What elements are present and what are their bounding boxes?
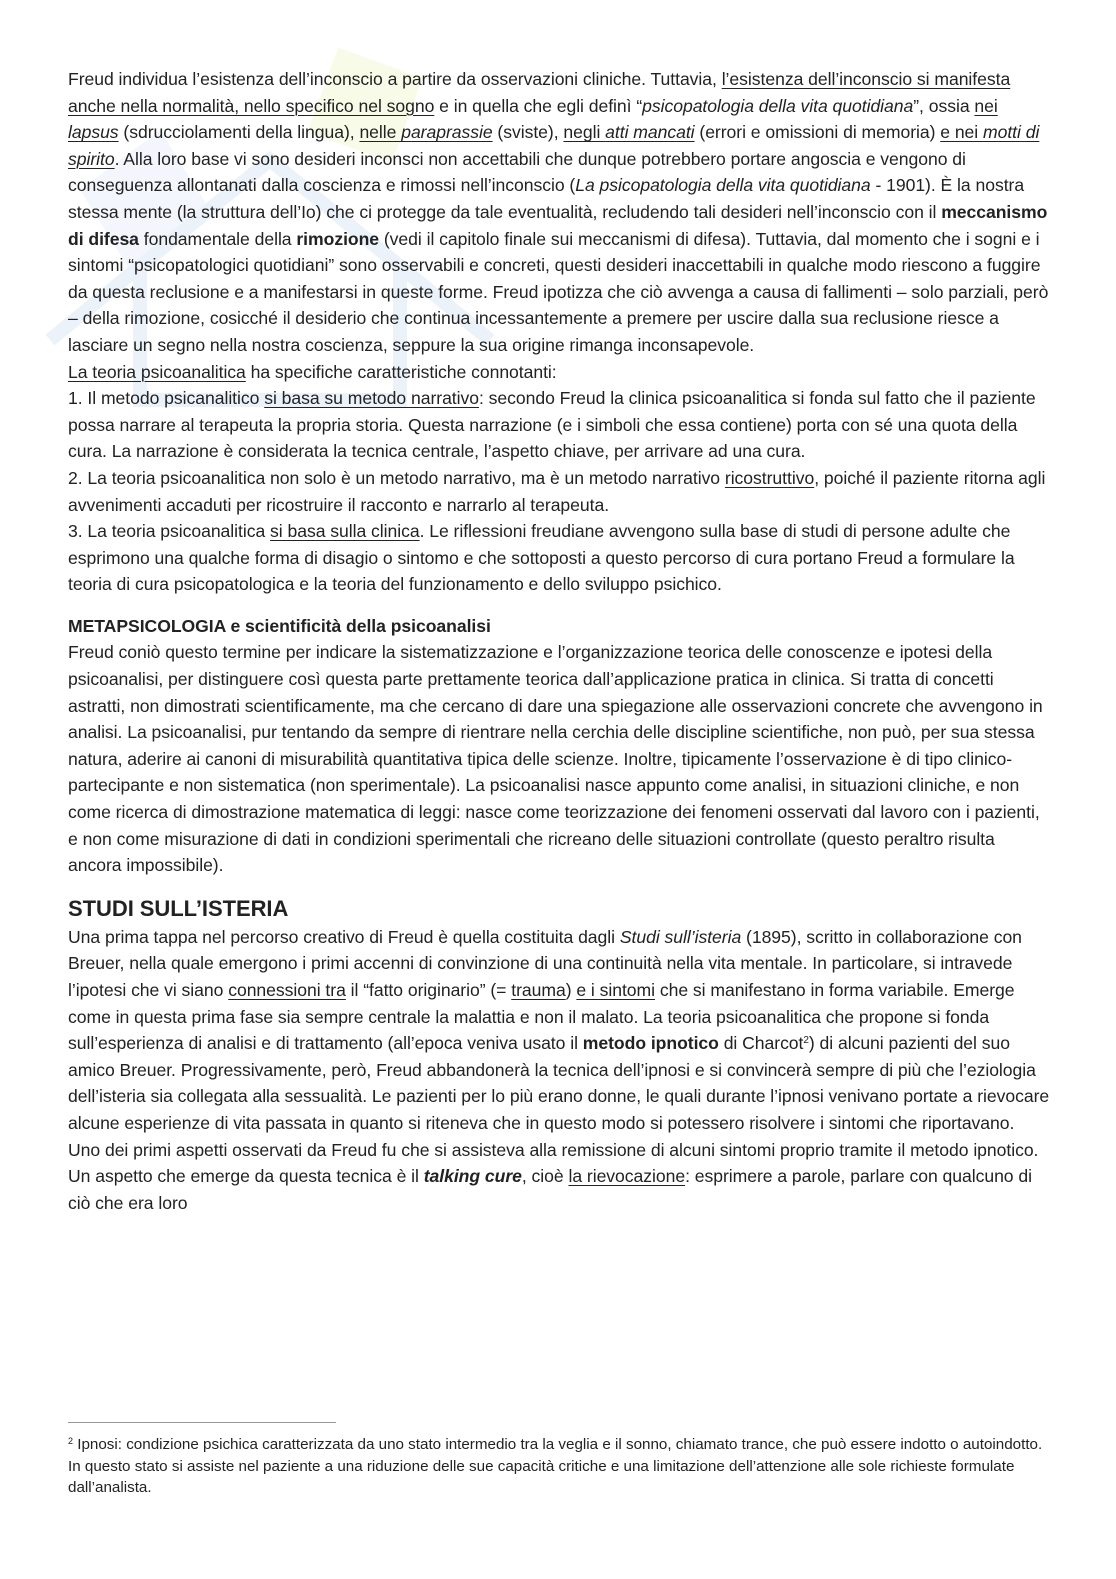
paragraph-inconscio: Freud individua l’esistenza dell’inconscio a partire da osservazioni cliniche. Tuttavia, l’esistenza dell’inconscio si manifesta anche nella normalità, nello specifico nel sogno e in quella che egli definì “psicopatologia della vita quotidiana”, ossia nei lapsus (sdrucciolamenti della lingua), nelle paraprassie (sviste), negli atti mancati (errori e omissioni di memoria) e nei motti di spirito. Alla loro base vi sono desideri inconsci non accettabili che dunque potrebbero portare angoscia e vengono di conseguenza allontanati dalla coscienza e rimossi nell’inconscio (La psicopatologia della vita quotidiana - 1901). È la nostra stessa mente (la struttura dell’Io) che ci protegge da tale eventualità, recludendo tali desideri nell’inconscio con il meccanismo di difesa fondamentale della rimozione (vedi il capitolo finale sui meccanismi di difesa). Tuttavia, dal momento che i sogni e i sintomi “psicopatologici quotidiani” sono osservabili e concreti, questi desideri inaccettabili in qualche modo riescono a fuggire da questa reclusione e a manifestarsi in queste forme. Freud ipotizza che ciò avvenga a causa di fallimenti – solo parziali, però – della rimozione, cosicché il desiderio che continua incessantemente a premere per uscire dalla sua reclusione riesce a lasciare un segno nella nostra coscienza, seppure la sua origine rimanga inconsapevole. [68, 69, 1049, 355]
footnote-number: 2 [68, 1436, 74, 1446]
footnote-divider [68, 1422, 336, 1423]
section-heading-metapsicologia: METAPSICOLOGIA e scientificità della psicoanalisi [68, 615, 491, 636]
list-item-narrativo: 1. Il metodo psicanalitico si basa su metodo narrativo: secondo Freud la clinica psicoanalitica si fonda sul fatto che il paziente possa narrare al terapeuta la propria storia. Questa narrazione (e i simboli che essa contiene) porta con sé una quota della cura. La narrazione è considerata la tecnica centrale, l’aspetto chiave, per arrivare ad una cura. [68, 388, 1036, 462]
list-item-clinica: 3. La teoria psicoanalitica si basa sulla clinica. Le riflessioni freudiane avvengono sulla base di studi di persone adulte che esprimono una qualche forma di disagio o sintomo e che sottoposti a questo percorso di cura portano Freud a formulare la teoria di cura psicopatologica e la teoria del funzionamento e dello sviluppo psichico. [68, 521, 1015, 595]
section-heading-isteria: STUDI SULL’ISTERIA [68, 895, 289, 921]
paragraph-isteria: Una prima tappa nel percorso creativo di Freud è quella costituita dagli Studi sull’isteria (1895), scritto in collaborazione con Breuer, nella quale emergono i primi accenni di convinzione di una continuità nella vita mentale. In particolare, si intravede l’ipotesi che vi siano connessioni tra il “fatto originario” (= trauma) e i sintomi che si manifestano in forma variabile. Emerge come in questa prima fase sia sempre centrale la malattia e non il malato. La teoria psicoanalitica che propone si fonda sull’esperienza di analisi e di trattamento (all’epoca veniva usato il metodo ipnotico di Charcot$^2$) di alcuni pazienti del suo amico Breuer. Progressivamente, però, Freud abbandonerà la tecnica dell’ipnosi e si convincerà sempre di più che l’eziologia dell’isteria sia collegata alla sessualità. Le pazienti per lo più erano donne, le quali durante l’ipnosi venivano portate a rievocare alcune esperienze di vita passata in quanto si riteneva che in questo modo si potessero risolvere i sintomi che riportavano. Uno dei primi aspetti osservati da Freud fu che si assisteva alla remissione di alcuni sintomi proprio tramite il metodo ipnotico. Un aspetto che emerge da questa tecnica è il talking cure, cioè la rievocazione: esprimere a parole, parlare con qualcuno di ciò che era loro [68, 926, 1050, 1213]
main-content [68, 66, 1050, 1216]
paragraph-metapsicologia: Freud coniò questo termine per indicare la sistematizzazione e l’organizzazione teorica delle conoscenze e ipotesi della psicoanalisi, per distinguere così questa parte prettamente teorica dall’applicazione pratica in clinica. Si tratta di concetti astratti, non dimostrati scientificamente, ma che cercano di dare una spiegazione alle osservazioni concrete che avvengono in analisi. La psicoanalisi, pur tentando da sempre di rientrare nella cerchia delle discipline scientifiche, non può, per sua stessa natura, aderire ai canoni di misurabilità quantitativa tipica delle scienze. Inoltre, tipicamente l’osservazione è di tipo clinico-partecipante e non sistematica (non sperimentale). La psicoanalisi nasce appunto come analisi, in situazioni cliniche, e non come ricerca di dimostrazione matematica di leggi: nasce come teorizzazione dei fenomeni osservati dal lavoro con i pazienti, e non come misurazione di dati in condizioni sperimentali che ricreano delle situazioni controllate (questo peraltro risulta ancora impossibile). [68, 642, 1043, 876]
paragraph-teoria-intro: La teoria psicoanalitica ha specifiche caratteristiche connotanti: [68, 361, 557, 382]
footnote-text: Ipnosi: condizione psichica caratterizzata da uno stato intermedio tra la veglia e il sonno, chiamato trance, che può essere indotto o autoindotto. In questo stato si assiste nel paziente a una riduzione delle sue capacità critiche e una limitazione dell’attenzione alle sole richieste formulate dall’analista. [68, 1436, 1043, 1496]
footnote-ref[interactable]: 2 [803, 1035, 809, 1047]
list-item-ricostruttivo: 2. La teoria psicoanalitica non solo è un metodo narrativo, ma è un metodo narrativo ricostruttivo, poiché il paziente ritorna agli avvenimenti accaduti per ricostruire il racconto e narrarlo al terapeuta. [68, 467, 1046, 515]
footnote [68, 1434, 1050, 1499]
